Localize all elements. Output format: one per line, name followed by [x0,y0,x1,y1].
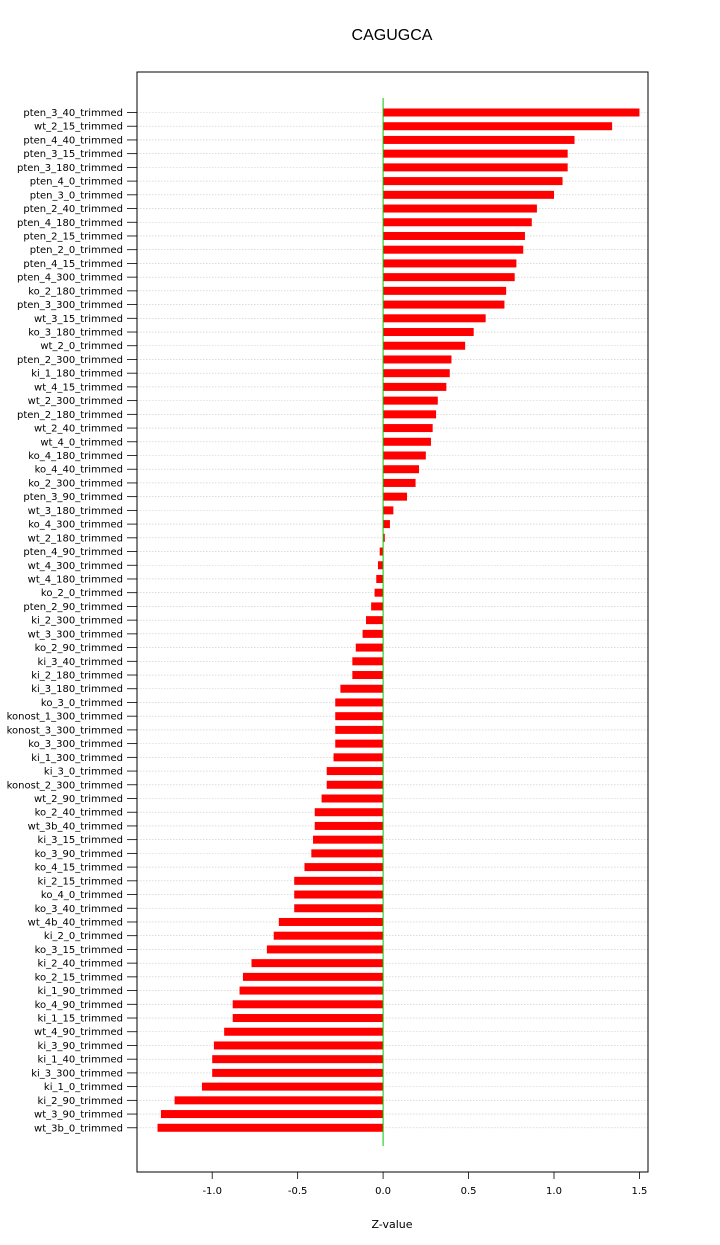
y-tick-label: wt_2_0_trimmed [40,341,123,353]
bar [383,397,438,405]
bar [376,575,383,583]
bar [161,1110,383,1118]
y-tick-label: konost_2_300_trimmed [6,780,123,792]
x-tick-label: -1.0 [202,1186,222,1197]
y-tick-label: wt_3b_0_trimmed [34,1123,123,1135]
y-tick-label: pten_4_0_trimmed [29,176,123,188]
y-tick-label: wt_2_300_trimmed [27,396,123,408]
bar [352,671,383,679]
y-tick-label: wt_4_0_trimmed [40,437,123,449]
y-tick-label: ko_4_40_trimmed [34,464,123,476]
y-tick-label: pten_2_180_trimmed [16,409,123,421]
y-tick-label: ko_4_15_trimmed [34,862,123,874]
y-tick-label: ki_3_180_trimmed [31,684,123,696]
y-tick-label: pten_2_0_trimmed [29,245,123,257]
bar [224,1028,383,1036]
y-tick-label: ko_3_180_trimmed [28,327,123,339]
y-tick-label: pten_4_300_trimmed [16,272,123,284]
y-tick-label: wt_2_180_trimmed [27,533,123,545]
bar [383,259,516,267]
bar [240,987,384,995]
y-tick-label: ki_2_180_trimmed [31,670,123,682]
y-tick-label: wt_3_90_trimmed [34,1109,123,1121]
bar [335,712,383,720]
bar [212,1069,383,1077]
bar [313,836,383,844]
x-tick-label: -0.5 [287,1186,308,1197]
chart-title: CAGUGCA [351,27,433,44]
bar [214,1041,383,1049]
bar [383,109,639,117]
bar [383,163,568,171]
bar [383,273,515,281]
y-tick-label: ki_1_15_trimmed [37,1013,123,1025]
y-tick-label: pten_2_15_trimmed [23,231,123,243]
bar [356,644,383,652]
y-tick-label: ko_3_300_trimmed [28,739,123,751]
y-tick-label: pten_3_300_trimmed [16,300,123,312]
x-tick-label: 0.0 [375,1186,392,1197]
bar [383,506,393,514]
bar [383,177,562,185]
y-tick-label: konost_3_300_trimmed [6,725,123,737]
y-tick-label: ki_1_180_trimmed [31,368,123,380]
bar [274,932,383,940]
y-tick-label: wt_2_15_trimmed [34,121,123,133]
y-tick-label: pten_2_300_trimmed [16,354,123,366]
y-tick-label: pten_3_0_trimmed [29,190,123,202]
bar [279,918,383,926]
bar [383,424,433,432]
bar [383,410,436,418]
y-tick-label: ko_3_90_trimmed [34,848,123,860]
bar [304,863,383,871]
bar [352,657,383,665]
bar [294,904,383,912]
y-tick-label: wt_3_15_trimmed [34,313,123,325]
bar [158,1124,384,1132]
y-tick-label: ki_2_15_trimmed [37,876,123,888]
y-tick-label: ko_2_90_trimmed [34,643,123,655]
bar [383,355,451,363]
y-tick-label: wt_2_90_trimmed [34,794,123,805]
bar [383,314,486,322]
y-tick-label: pten_4_90_trimmed [23,547,123,559]
bar [383,150,568,158]
y-tick-label: ko_3_0_trimmed [40,697,123,709]
bar [383,205,537,213]
bar [212,1055,383,1063]
bar [311,849,383,857]
y-tick-label: pten_2_40_trimmed [23,204,123,216]
y-tick-label: ki_3_0_trimmed [43,766,123,778]
bar [383,191,554,199]
y-tick-label: ki_2_0_trimmed [43,931,123,943]
x-axis [202,1172,647,1197]
bar [383,328,474,336]
bar [315,822,383,830]
bar [383,218,532,226]
x-tick-label: 1.0 [546,1186,562,1197]
bar [383,383,446,391]
x-axis-label: Z-value [371,1218,413,1231]
bar [233,1014,383,1022]
y-tick-label: ko_2_40_trimmed [34,807,123,819]
bar [327,767,383,775]
y-tick-label: ki_3_300_trimmed [31,1068,123,1080]
y-tick-label: ko_2_0_trimmed [40,588,123,600]
y-tick-label: wt_4b_40_trimmed [27,917,123,929]
y-tick-label: ko_4_90_trimmed [34,999,123,1011]
bar [294,877,383,885]
y-tick-label: ki_1_90_trimmed [37,986,123,998]
y-tick-label: ko_2_15_trimmed [34,972,123,984]
y-tick-label: konost_1_300_trimmed [6,711,123,723]
bar [383,287,506,295]
y-tick-label: ko_2_180_trimmed [28,286,123,298]
y-tick-label: wt_4_180_trimmed [27,574,123,586]
y-tick-label: ko_4_300_trimmed [28,519,123,531]
x-tick-label: 0.5 [460,1186,477,1197]
bar [202,1083,383,1091]
y-tick-label: ko_3_15_trimmed [34,944,123,956]
bar [175,1096,384,1104]
y-tick-label: ko_3_40_trimmed [34,903,123,915]
bar [383,301,504,309]
y-tick-label: wt_4_15_trimmed [34,382,123,394]
y-tick-label: ki_3_90_trimmed [37,1040,123,1052]
bar [334,753,384,761]
bar [383,465,419,473]
y-tick-label: ki_1_300_trimmed [31,752,123,764]
bar [378,561,383,569]
bar [366,616,383,624]
bar [383,493,407,501]
y-tick-label: ki_1_40_trimmed [37,1054,123,1066]
bar [380,548,383,556]
y-tick-label: pten_3_40_trimmed [23,108,123,119]
y-tick-label: wt_2_40_trimmed [34,423,123,435]
bar [375,589,384,597]
bar [363,630,384,638]
y-tick-label: ko_4_0_trimmed [40,890,123,902]
y-tick-label: pten_3_15_trimmed [23,149,123,161]
bar [233,1000,383,1008]
bar [383,136,574,144]
y-tick-label: ko_2_300_trimmed [28,478,123,490]
bar [322,795,384,803]
bar [383,520,390,528]
bar [252,959,384,967]
bar [371,602,383,610]
bar [335,740,383,748]
bar [383,369,450,377]
y-tick-label: ki_2_90_trimmed [37,1095,123,1107]
y-tick-label: ki_1_0_trimmed [43,1082,123,1094]
y-tick-label: wt_3_300_trimmed [27,629,123,641]
bar [383,342,465,350]
y-tick-label: ki_3_40_trimmed [37,656,123,668]
y-tick-label: pten_4_15_trimmed [23,258,123,270]
y-tick-label: wt_3b_40_trimmed [27,821,123,833]
y-tick-label: ki_3_15_trimmed [37,835,123,847]
bar [327,781,383,789]
y-tick-label: wt_3_180_trimmed [27,505,123,517]
y-tick-label: pten_3_90_trimmed [23,492,123,504]
y-tick-label: pten_4_40_trimmed [23,135,123,147]
y-tick-label: ki_2_300_trimmed [31,615,123,627]
y-tick-label: wt_4_300_trimmed [27,560,123,572]
bar [243,973,383,981]
bar [383,452,426,460]
bar [340,685,383,693]
bar [315,808,383,816]
bar [383,122,612,130]
y-tick-label: ko_4_180_trimmed [28,451,123,462]
bar [383,438,431,446]
bar [267,945,383,953]
bar [335,698,383,706]
x-tick-label: 1.5 [631,1186,648,1197]
bar [383,232,525,240]
bar [383,479,415,487]
y-tick-label: pten_3_180_trimmed [16,162,123,174]
bar [335,726,383,734]
y-tick-label: ki_2_40_trimmed [37,958,123,970]
y-tick-label: wt_4_90_trimmed [34,1027,123,1039]
bar [294,891,383,899]
y-tick-label: pten_2_90_trimmed [23,601,123,613]
y-tick-label: pten_4_180_trimmed [16,217,123,229]
bar [383,246,523,254]
y-tick-labels [7,108,137,1134]
